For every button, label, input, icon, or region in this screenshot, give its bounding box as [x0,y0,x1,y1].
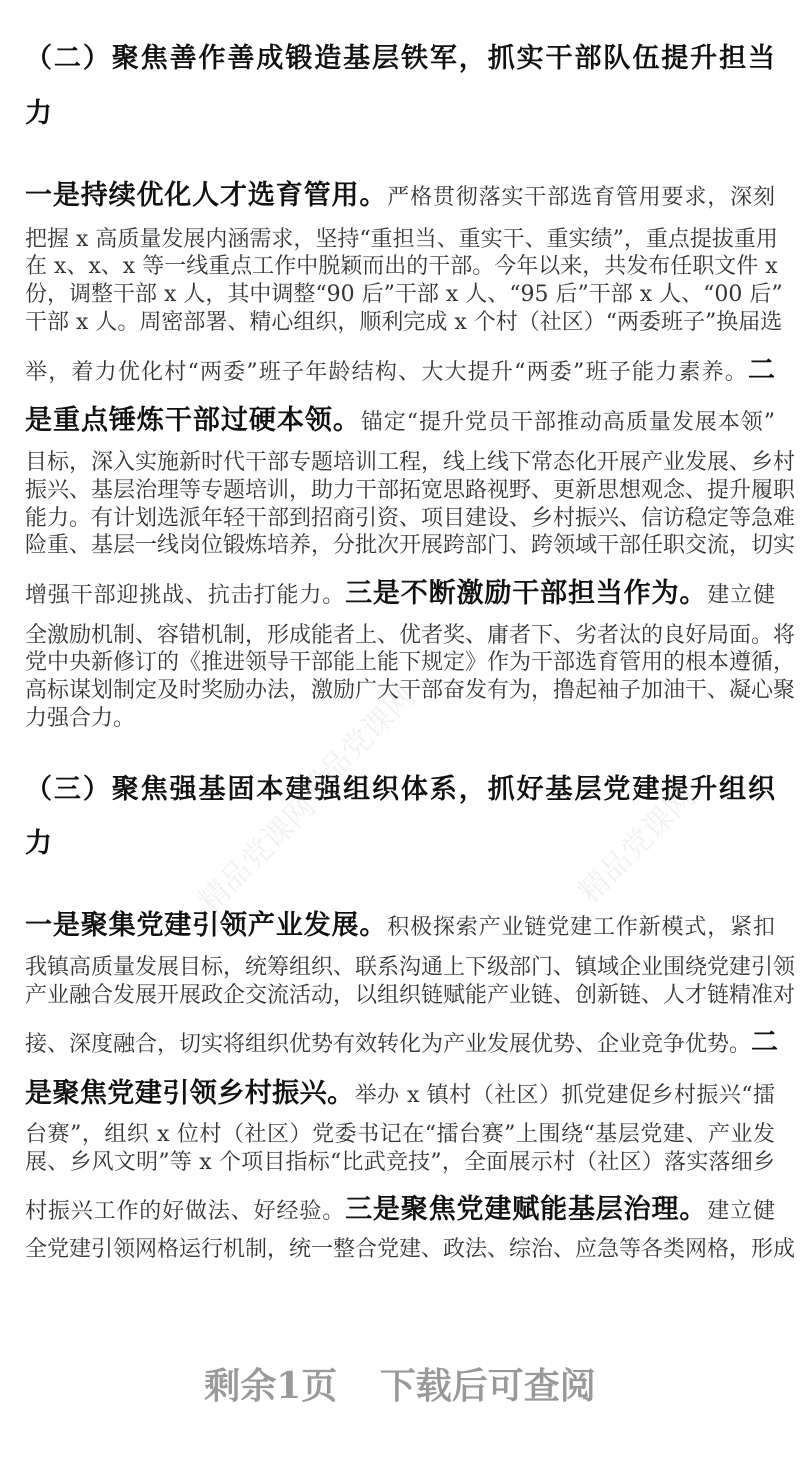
paragraph-line [25,182,775,209]
paragraph-line [25,1196,775,1223]
bold-lead-text: 二 [751,1027,779,1058]
paragraph-line [25,533,796,558]
body-text: 接、深度融合，切实将组织优势有效转化为产业发展优势、企业竞争优势。 [25,1032,752,1057]
body-text: 力强合力。 [25,706,136,731]
paragraph-line [25,580,775,607]
body-text: 险重、基层一线岗位锻炼培养，分批次开展跨部门、跨领域干部任职交流，切实 [25,533,796,558]
bold-lead-text: 一是持续优化人才选育管用。 [25,180,388,211]
paragraph-line [25,254,778,279]
paragraph-line [25,1237,796,1262]
bold-lead-text: 力 [25,98,52,129]
remaining-pages-label: 剩余1页 [204,1365,338,1407]
body-text: 村振兴工作的好做法、好经验。 [25,1199,346,1224]
watermark: 精品党课网 [572,779,703,910]
section-heading-line [25,100,775,127]
watermark: 精品党课网 [292,679,423,810]
paragraph-line [25,1080,775,1107]
bold-lead-text: 三是不断激励干部担当作为。 [345,578,708,609]
body-text: 锚定“提升党员干部推动高质量发展本领” [360,410,776,435]
body-text: 党中央新修订的《推进领导干部能上能下规定》作为干部选育管用的根本遵循， [25,650,796,675]
body-text: 产业融合发展开展政企交流活动，以组织链赋能产业链、创新链、人才链精准对 [25,983,796,1008]
paragraph-line [25,1152,775,1174]
body-text: 全激励机制、容错机制，形成能者上、优者奖、庸者下、劣者汰的良好局面。将 [25,623,796,648]
body-text: 举办 x 镇村（社区）抓党建促乡村振兴“擂 [354,1083,775,1108]
body-text: 振兴、基层治理等专题培训，助力干部拓宽思路视野、更新思想观念、提升履职 [25,478,796,503]
bold-lead-text: 是重点锤炼干部过硬本领。 [25,405,361,436]
body-text: 全党建引领网格运行机制，统一整合党建、政法、综治、应急等各类网格，形成 [25,1237,796,1262]
body-text: 展、乡风文明”等 x 个项目指标“比武竞技”，全面展示村（社区）落实落细乡 [25,1150,775,1175]
bold-lead-text: （二）聚焦善作善成锻造基层铁军，抓实干部队伍提升担当 [25,43,775,74]
body-text: 建立健 [707,583,775,608]
paragraph-line [25,282,783,307]
bold-lead-text: 二 [748,355,775,386]
bold-lead-text: 三是聚焦党建赋能基层治理。 [345,1194,708,1225]
download-to-view-label[interactable]: 下载后可查阅 [379,1365,596,1407]
body-text: 建立健 [707,1199,775,1224]
body-text: 在 x、x、x 等一线重点工作中脱颖而出的干部。今年以来，共发布任职文件 x [25,254,778,279]
body-text: 目标，深入实施新时代干部专题培训工程，线上线下常态化开展产业发展、乡村 [25,450,796,475]
body-text: 积极探索产业链党建工作新模式，紧扣 [387,915,775,940]
watermark: 精品党课网 [192,789,323,920]
paragraph-line [25,357,775,384]
paragraph-line [25,310,783,335]
paragraph-line [25,478,796,503]
bold-lead-text: （三）聚焦强基固本建强组织体系，抓好基层党建提升组织 [25,774,775,805]
paragraph-line [25,1027,779,1058]
paragraph-line [25,623,796,648]
bold-lead-text: 力 [25,828,52,859]
bold-lead-text: 一是聚集党建引领产业发展。 [25,910,388,941]
paragraph-line [25,227,778,252]
paragraph-line [25,955,796,980]
paragraph-line [25,650,796,675]
body-text: 增强干部迎挑战、抗击打能力。 [25,583,346,608]
body-text: 严格贯彻落实干部选育管用要求，深刻 [387,185,775,210]
body-text: 台赛”，组织 x 位村（社区）党委书记在“擂台赛”上围绕“基层党建、产业发 [25,1122,775,1147]
body-text: 高标谋划制定及时奖励办法，激励广大干部奋发有为，撸起袖子加油干、凝心聚 [25,678,796,703]
download-prompt[interactable] [0,1358,800,1409]
paragraph-line [25,506,796,531]
paragraph-line [25,407,775,434]
paragraph-line [25,1124,775,1146]
body-text: 干部 x 人。周密部署、精心组织，顺利完成 x 个村（社区）“两委班子”换届选 [25,310,783,335]
body-text: 能力。有计划选派年轻干部到招商引资、项目建设、乡村振兴、信访稳定等急难 [25,506,796,531]
section-heading-line [25,45,775,72]
body-text: 举，着力优化村“两委”班子年龄结构、大大提升“两委”班子能力素养。 [25,360,748,385]
paragraph-line [25,983,796,1008]
paragraph-line [25,912,775,939]
body-text: 份，调整干部 x 人，其中调整“90 后”干部 x 人、“95 后”干部 x 人、“00 后” [25,282,783,307]
body-text: 把握 x 高质量发展内涵需求，坚持“重担当、重实干、重实绩”，重点提拔重用 [25,227,778,252]
body-text: 我镇高质量发展目标，统筹组织、联系沟通上下级部门、镇域企业围绕党建引领 [25,955,796,980]
bold-lead-text: 是聚焦党建引领乡村振兴。 [25,1078,355,1109]
paragraph-line [25,450,796,475]
